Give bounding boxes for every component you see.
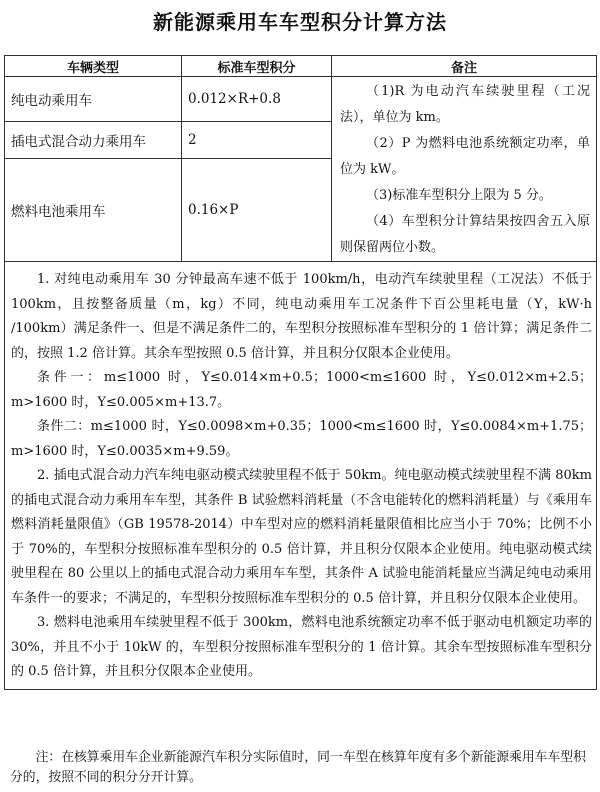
vehicle-type-cell: 燃料电池乘用车 xyxy=(5,158,182,261)
header-vehicle-type: 车辆类型 xyxy=(5,56,182,77)
page-title: 新能源乘用车车型积分计算方法 xyxy=(153,10,447,34)
table-row xyxy=(5,77,597,122)
remarks-cell xyxy=(332,77,597,262)
score-cell: 0.012×R+0.8 xyxy=(182,77,332,122)
remark-item: （1)R 为电动汽车续驶里程（工况法），单位为 km。 xyxy=(340,84,590,125)
table-header-row xyxy=(5,56,597,77)
footnote: 注：在核算乘用车企业新能源汽车积分实际值时，同一车型在核算年度有多个新能源乘用车车型积分的，按照不同的积分分开计算。 xyxy=(10,750,586,785)
paragraph: 3. 燃料电池乘用车续驶里程不低于 300km，燃料电池系统额定功率不低于驱动电机额定功率的 30%，并且不小于 10kW 的，车型积分按照标准车型积分的 1 倍计算。其余车型按照标准车型积分的 0.5 倍计算，并且积分仅限本企业使用。 xyxy=(11,615,592,679)
credit-table xyxy=(4,55,597,690)
remark-item: （4）车型积分计算结果按四舍五入原则保留两位小数。 xyxy=(340,214,590,255)
paragraph: 条件一：m≤1000 时，Y≤0.014×m+0.5；1000<m≤1600 时，Y≤0.012×m+2.5；m>1600 时，Y≤0.005×m+13.7。 xyxy=(11,370,592,410)
header-standard-score: 标准车型积分 xyxy=(182,56,332,77)
header-remarks: 备注 xyxy=(332,56,597,77)
paragraph: 条件二：m≤1000 时，Y≤0.0098×m+0.35；1000<m≤1600 时，Y≤0.0084×m+1.75；m>1600 时，Y≤0.0035×m+9.59。 xyxy=(11,419,592,459)
explanations-cell xyxy=(5,262,597,690)
table-row-explanations xyxy=(5,262,597,690)
paragraph: 2. 插电式混合动力汽车纯电驱动模式续驶里程不低于 50km。纯电驱动模式续驶里程不满 80km 的插电式混合动力乘用车车型，其条件 B 试验燃料消耗量（不含电能转化的燃料消耗量）与《乘用车燃料消耗量限值》（GB 19578-2014）中车型对应的燃料消耗量限值相比应当小于 70%；比例不小于 70%的，车型积分按照标准车型积分的 0.5 倍计算，并且积分仅限本企业使用。纯电驱动模式续驶里程在 80 公里以上的插电式混合动力乘用车车型，其条件 A 试验电能消耗量应当满足纯电动乘用车条件一的要求；不满足的，车型积分按照标准车型积分的 0.5 倍计算，并且积分仅限本企业使用。 xyxy=(11,468,592,606)
vehicle-type-cell: 插电式混合动力乘用车 xyxy=(5,122,182,159)
vehicle-type-cell: 纯电动乘用车 xyxy=(5,77,182,122)
remark-item: （3)标准车型积分上限为 5 分。 xyxy=(366,188,552,203)
paragraph: 1. 对纯电动乘用车 30 分钟最高车速不低于 100km/h，电动汽车续驶里程（工况法）不低于 100km，且按整备质量（m，kg）不同，纯电动乘用车工况条件下百公里耗电量（Y，kW·h /100km）满足条件一、但是不满足条件二的，车型积分按照标准车型积分的 1 倍计算；满足条件二的，按照 1.2 倍计算。其余车型按照 0.5 倍计算，并且积分仅限本企业使用。 xyxy=(11,272,592,361)
remark-item: （2）P 为燃料电池系统额定功率，单位为 kW。 xyxy=(340,136,590,177)
score-cell: 2 xyxy=(182,122,332,159)
score-cell: 0.16×P xyxy=(182,158,332,261)
